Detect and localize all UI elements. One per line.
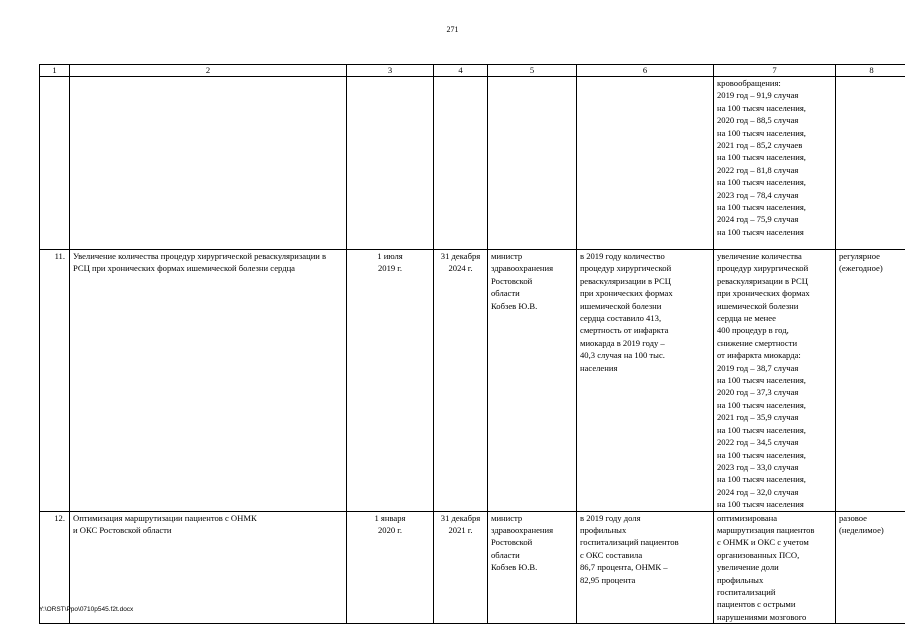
table-header-row bbox=[40, 65, 905, 77]
table-row-continuation bbox=[40, 77, 905, 250]
col-header-6: 6 bbox=[577, 65, 714, 77]
table-cell bbox=[577, 77, 714, 250]
plan-table bbox=[39, 64, 905, 624]
responsible-person: министр здравоохранения Ростовской области Кобзев Ю.В. bbox=[488, 250, 577, 512]
measure-type: разовое (неделимое) bbox=[836, 511, 905, 624]
start-date: 1 января 2020 г. bbox=[347, 511, 434, 624]
col-header-3: 3 bbox=[347, 65, 434, 77]
col-header-8: 8 bbox=[836, 65, 905, 77]
table-cell bbox=[70, 77, 347, 250]
table-row bbox=[40, 250, 905, 512]
page-number: 271 bbox=[446, 25, 459, 34]
col-header-7: 7 bbox=[714, 65, 836, 77]
col-header-1: 1 bbox=[40, 65, 70, 77]
file-path: Y:\ORST\Ppo\0710p545.f2t.docx bbox=[39, 606, 134, 613]
result-cell: кровообращения: 2019 год – 91,9 случая на 100 тысяч населения, 2020 год – 88,5 случая на 100 тысяч населения, 2021 год – 85,2 случаев на 100 тысяч населения, 2022 год – 81,8 случая на 100 тысяч населения, 2023 год – 78,4 случая на 100 тысяч населения, 2024 год – 75,9 случая на 100 тысяч населения bbox=[714, 77, 836, 250]
col-header-4: 4 bbox=[434, 65, 488, 77]
row-number: 11. bbox=[40, 250, 70, 512]
table-cell bbox=[40, 77, 70, 250]
measure-name: Увеличение количества процедур хирургической реваскуляризации в РСЦ при хронических формах ишемической болезни сердца bbox=[70, 250, 347, 512]
col-header-5: 5 bbox=[488, 65, 577, 77]
start-date: 1 июля 2019 г. bbox=[347, 250, 434, 512]
measure-type: регулярное (ежегодное) bbox=[836, 250, 905, 512]
end-date: 31 декабря 2024 г. bbox=[434, 250, 488, 512]
table-row bbox=[40, 511, 905, 624]
expected-result: увеличение количества процедур хирургической реваскуляризации в РСЦ при хронических формах ишемической болезни сердца не менее 400 процедур в год, снижение смертности от инфаркта миокарда: 2019 год – 38,7 случая на 100 тысяч населения, 2020 год – 37,3 случая на 100 тысяч населения, 2021 год – 35,9 случая на 100 тысяч населения, 2022 год – 34,5 случая на 100 тысяч населения, 2023 год – 33,0 случая на 100 тысяч населения, 2024 год – 32,0 случая на 100 тысяч населения bbox=[714, 250, 836, 512]
end-date: 31 декабря 2021 г. bbox=[434, 511, 488, 624]
col-header-2: 2 bbox=[70, 65, 347, 77]
table-cell bbox=[488, 77, 577, 250]
responsible-person: министр здравоохранения Ростовской области Кобзев Ю.В. bbox=[488, 511, 577, 624]
table-cell bbox=[836, 77, 905, 250]
measure-name: Оптимизация маршрутизации пациентов с ОНМК и ОКС Ростовской области bbox=[70, 511, 347, 624]
baseline-description: в 2019 году количество процедур хирургической реваскуляризации в РСЦ при хронических формах ишемической болезни сердца составило 413, смертность от инфаркта миокарда в 2019 году – 40,3 случая на 100 тыс. населения bbox=[577, 250, 714, 512]
row-number: 12. bbox=[40, 511, 70, 624]
table-cell bbox=[434, 77, 488, 250]
expected-result: оптимизирована маршрутизация пациентов с ОНМК и ОКС с учетом организованных ПСО, увеличение доли профильных госпитализаций пациентов с острыми нарушениями мозгового bbox=[714, 511, 836, 624]
baseline-description: в 2019 году доля профильных госпитализаций пациентов с ОКС составила 86,7 процента, ОНМК – 82,95 процента bbox=[577, 511, 714, 624]
table-cell bbox=[347, 77, 434, 250]
